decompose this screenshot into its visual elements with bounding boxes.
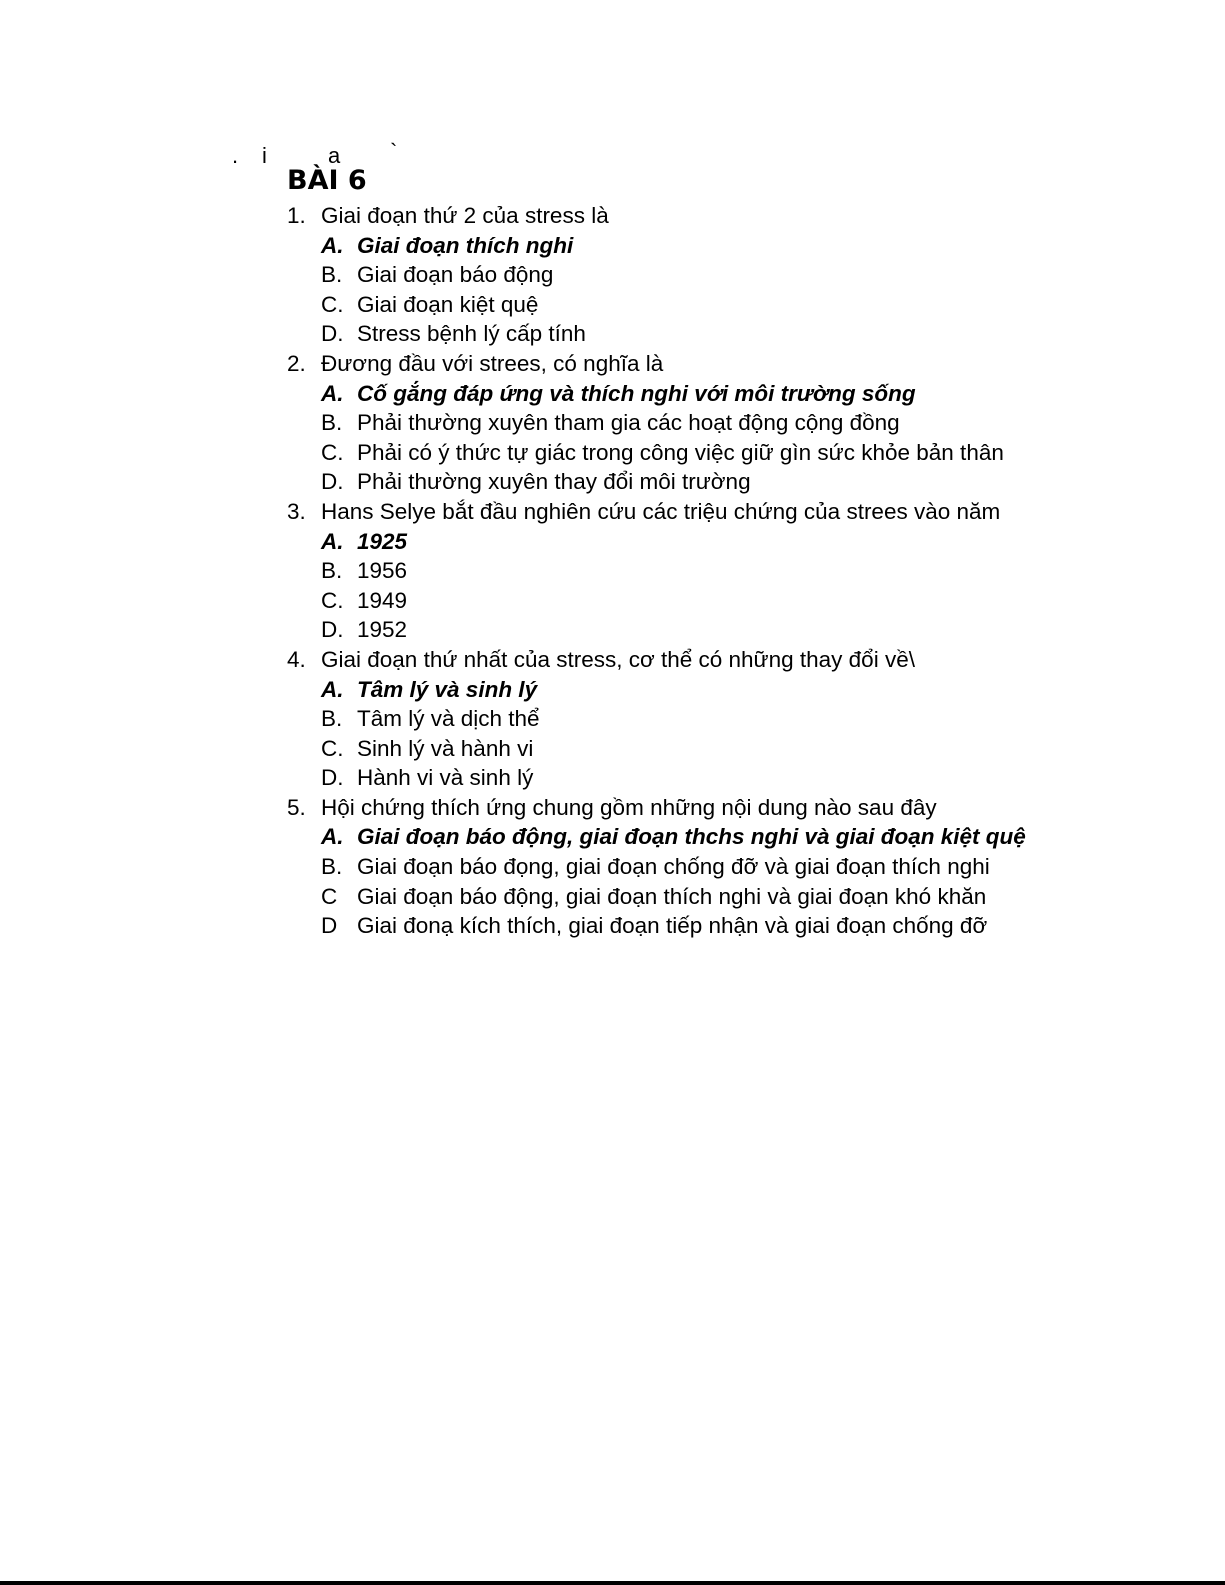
option-b bbox=[287, 260, 1187, 290]
question-text: Hội chứng thích ứng chung gồm những nội dung nào sau đây bbox=[321, 794, 937, 820]
question-text: Hans Selye bắt đầu nghiên cứu các triệu chứng của strees vào năm bbox=[321, 498, 1001, 524]
option-letter: A. bbox=[321, 824, 344, 850]
option-text: Tâm lý và sinh lý bbox=[357, 676, 538, 702]
option-text: 1925 bbox=[357, 528, 408, 554]
option-letter: B. bbox=[321, 706, 343, 732]
option-d bbox=[287, 911, 1187, 941]
option-letter: B. bbox=[321, 558, 343, 584]
option-text: 1949 bbox=[357, 587, 408, 613]
option-text: Giai đoạn thích nghi bbox=[357, 232, 574, 258]
question-number: 1. bbox=[287, 203, 306, 228]
option-text: Stress bệnh lý cấp tính bbox=[357, 321, 586, 347]
option-c bbox=[287, 586, 1187, 616]
option-letter: C. bbox=[321, 735, 344, 761]
question-text: Đương đầu với strees, có nghĩa là bbox=[321, 350, 664, 376]
question-list bbox=[287, 201, 1187, 941]
option-letter: A. bbox=[321, 528, 344, 554]
option-letter: C. bbox=[321, 439, 344, 465]
page-bottom-border bbox=[0, 1581, 1225, 1585]
option-letter: D bbox=[321, 913, 338, 939]
option-b bbox=[287, 704, 1187, 734]
option-letter: C. bbox=[321, 291, 344, 317]
stray-mark-i: i bbox=[262, 143, 267, 168]
option-c bbox=[287, 882, 1187, 912]
question-1 bbox=[287, 201, 1187, 231]
option-text: Phải thường xuyên tham gia các hoạt động cộng đồng bbox=[357, 410, 900, 436]
option-b bbox=[287, 556, 1187, 586]
option-a-correct bbox=[287, 231, 1187, 261]
stray-mark-dot: . bbox=[232, 143, 239, 168]
question-number: 4. bbox=[287, 646, 306, 672]
option-text: Phải có ý thức tự giác trong công việc giữ gìn sức khỏe bản thân bbox=[357, 439, 1004, 465]
option-a-correct bbox=[287, 822, 1187, 852]
option-letter: C. bbox=[321, 587, 344, 613]
option-text: 1952 bbox=[357, 617, 408, 643]
option-d bbox=[287, 467, 1187, 497]
option-text: Sinh lý và hành vi bbox=[357, 735, 534, 761]
option-c bbox=[287, 734, 1187, 764]
option-b bbox=[287, 408, 1187, 438]
option-letter: B. bbox=[321, 854, 343, 880]
question-5 bbox=[287, 793, 1187, 823]
option-text: Giai đoạn báo động bbox=[357, 262, 554, 288]
option-b bbox=[287, 852, 1187, 882]
question-2 bbox=[287, 349, 1187, 379]
option-a-correct bbox=[287, 379, 1187, 409]
option-text: Giai đonạ kích thích, giai đoạn tiếp nhận và giai đoạn chống đỡ bbox=[357, 913, 988, 939]
option-letter: A. bbox=[321, 232, 344, 258]
option-text: Giai đoạn báo động, giai đoạn thích nghi và giai đoạn khó khăn bbox=[357, 883, 987, 909]
question-4 bbox=[287, 645, 1187, 675]
question-number: 5. bbox=[287, 794, 306, 820]
stray-mark-grave: ` bbox=[390, 139, 398, 164]
option-c bbox=[287, 438, 1187, 468]
option-text: Cố gắng đáp ứng và thích nghi với môi trường sống bbox=[357, 380, 916, 406]
option-letter: B. bbox=[321, 410, 343, 436]
option-text: Phải thường xuyên thay đổi môi trường bbox=[357, 469, 751, 495]
question-number: 3. bbox=[287, 498, 306, 524]
option-text: 1956 bbox=[357, 558, 408, 584]
option-text: Hành vi và sinh lý bbox=[357, 765, 534, 791]
option-letter: D. bbox=[321, 765, 344, 791]
option-text: Tâm lý và dịch thể bbox=[357, 706, 540, 732]
question-text: Giai đoạn thứ nhất của stress, cơ thể có những thay đổi về\ bbox=[321, 646, 915, 672]
option-d bbox=[287, 319, 1187, 349]
stray-mark-a: a bbox=[328, 143, 341, 168]
option-d bbox=[287, 615, 1187, 645]
question-text: Giai đoạn thứ 2 của stress là bbox=[321, 203, 609, 228]
option-text: Giai đoạn báo đọng, giai đoạn chống đỡ và giai đoạn thích nghi bbox=[357, 854, 990, 880]
option-letter: A. bbox=[321, 676, 344, 702]
option-text: Giai đoạn báo động, giai đoạn thchs nghi và giai đoạn kiệt quệ bbox=[357, 824, 1026, 850]
option-d bbox=[287, 763, 1187, 793]
option-letter: D. bbox=[321, 617, 344, 643]
option-a-correct bbox=[287, 675, 1187, 705]
option-letter: B. bbox=[321, 262, 343, 288]
option-c bbox=[287, 290, 1187, 320]
page-title: BÀI 6 bbox=[287, 165, 367, 196]
option-letter: D. bbox=[321, 469, 344, 495]
question-number: 2. bbox=[287, 350, 306, 376]
option-letter: C bbox=[321, 883, 338, 909]
option-text: Giai đoạn kiệt quệ bbox=[357, 291, 539, 317]
option-a-correct bbox=[287, 527, 1187, 557]
option-letter: A. bbox=[321, 380, 344, 406]
question-3 bbox=[287, 497, 1187, 527]
option-letter: D. bbox=[321, 321, 344, 347]
